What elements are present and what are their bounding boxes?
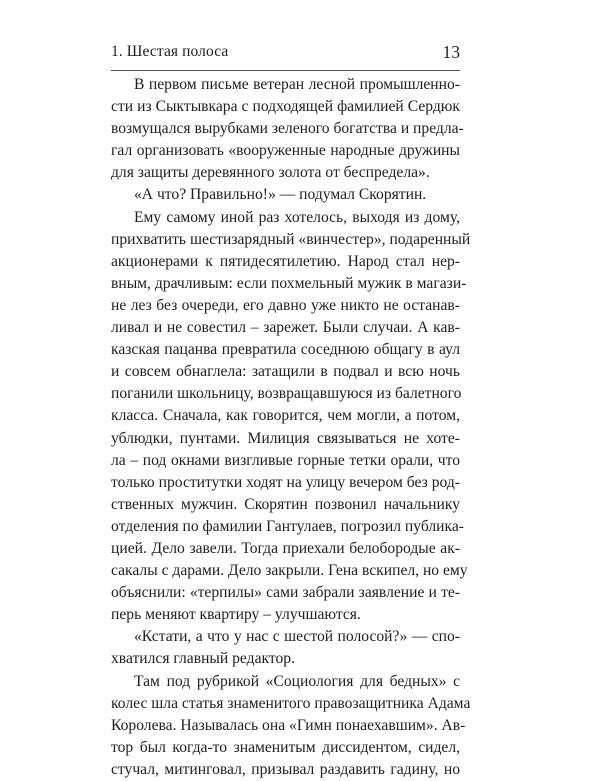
running-header bbox=[111, 42, 460, 64]
text-line: Там под рубрикой «Социология для бедных» с bbox=[134, 672, 460, 690]
page-number: 13 bbox=[442, 42, 460, 62]
text-line: стучал, митинговал, призывал раздавить гадину, но bbox=[111, 760, 460, 778]
text-line: для защиты деревянного золота от беспредела». bbox=[111, 164, 430, 182]
text-line: В первом письме ветеран лесной промышленно- bbox=[134, 76, 460, 93]
text-line: возмущался вырубками зеленого богатства и предла- bbox=[111, 120, 464, 138]
text-line: ла – под окнами визгливые горные тетки орали, что bbox=[111, 451, 460, 469]
text-line: ливал и не совестил – зарежет. Были случаи. А кав- bbox=[111, 319, 460, 337]
text-line: ственных мужчин. Скорятин позвонил начальнику bbox=[111, 495, 460, 513]
text-line: вным, драчливым: если похмельный мужик в магази- bbox=[111, 274, 467, 292]
text-line: и совсем обнаглела: затащили в подвал и всю ночь bbox=[111, 363, 460, 381]
text-line: Королева. Называлась она «Гимн понаехавшим». Ав- bbox=[111, 716, 466, 734]
text-line: поганили школьницу, возвращавшуюся из балетного bbox=[111, 385, 462, 403]
text-line: «Кстати, а что у нас с шестой полосой?» — спо- bbox=[134, 628, 460, 646]
chapter-title: 1. Шестая полоса bbox=[111, 43, 229, 60]
text-line: акционерами к пятидесятилетию. Народ стал нер- bbox=[111, 252, 460, 270]
header-rule bbox=[111, 70, 460, 71]
text-line: «А что? Правильно!» — подумал Скорятин. bbox=[134, 186, 427, 204]
text-line: перь меняют квартиру – улучшаются. bbox=[111, 606, 361, 624]
text-line: гал организовать «вооруженные народные дружины bbox=[111, 142, 460, 160]
text-line: прихватить шестизарядный «винчестер», подаренный bbox=[111, 230, 471, 248]
text-line: сакалы с дарами. Дело закрыли. Гена вскипел, но ему bbox=[111, 562, 468, 580]
text-line: Ему самому иной раз хотелось, выходя из дому, bbox=[134, 208, 460, 226]
text-line: сти из Сыктывкара с подходящей фамилией Сердюк bbox=[111, 98, 460, 116]
body-text bbox=[111, 74, 471, 781]
text-line: хватился главный редактор. bbox=[111, 650, 295, 668]
text-line: только проститутки ходят на улицу вечером без род- bbox=[111, 473, 460, 491]
text-line: класса. Сначала, как говорится, чем могли, а потом, bbox=[111, 407, 460, 425]
text-line: тор был когда-то знаменитым диссидентом, сидел, bbox=[111, 738, 460, 756]
text-line: объяснили: «терпилы» сами забрали заявление и те- bbox=[111, 584, 460, 602]
text-line: колес шла статья знаменитого правозащитника Адама bbox=[111, 694, 471, 712]
text-line: отделения по фамилии Гантулаев, погрозил публика- bbox=[111, 517, 464, 535]
text-line: казская пацанва превратила соседнюю общагу в аул bbox=[111, 341, 460, 359]
text-line: ублюдки, пунтами. Милиция связываться не хоте- bbox=[111, 429, 460, 447]
text-line: не лез без очереди, его давно уже никто не останав- bbox=[111, 296, 460, 314]
text-line: цией. Дело завели. Тогда приехали белобородые ак- bbox=[111, 539, 460, 557]
